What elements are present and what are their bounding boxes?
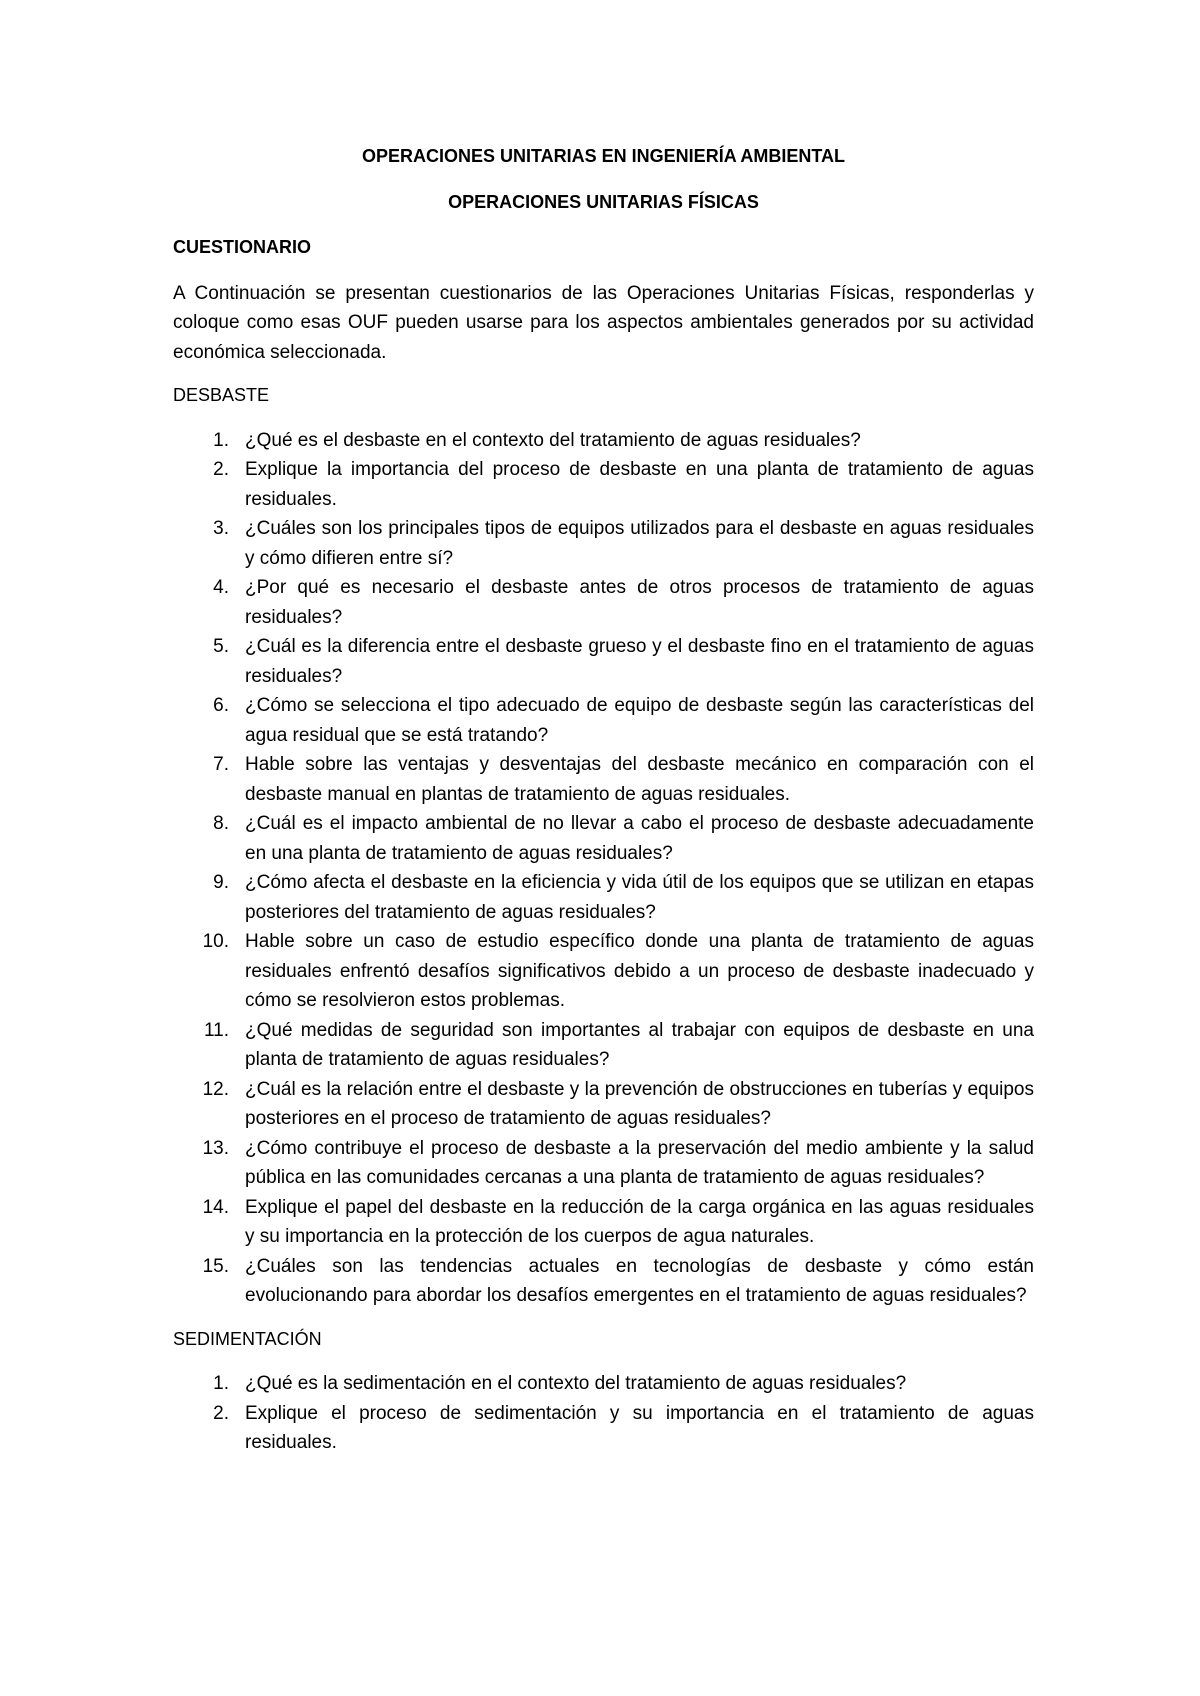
question-number: 2. <box>213 1402 229 1424</box>
question-item <box>173 809 1034 868</box>
question-text: ¿Cómo se selecciona el tipo adecuado de equipo de desbaste según las características del agua residual que se está tratando? <box>245 695 1034 746</box>
question-text: Explique el papel del desbaste en la reducción de la carga orgánica en las aguas residuales y su importancia en la protección de los cuerpos de agua naturales. <box>245 1196 1034 1247</box>
question-text: ¿Cómo contribuye el proceso de desbaste a la preservación del medio ambiente y la salud pública en las comunidades cercanas a una planta de tratamiento de aguas residuales? <box>245 1137 1034 1188</box>
question-text: Explique la importancia del proceso de desbaste en una planta de tratamiento de aguas residuales. <box>245 459 1034 510</box>
question-number: 3. <box>213 518 229 539</box>
question-number: 15. <box>202 1255 229 1277</box>
question-item <box>173 1134 1034 1193</box>
question-number: 5. <box>213 636 229 657</box>
question-text: Hable sobre las ventajas y desventajas del desbaste mecánico en comparación con el desbaste manual en plantas de tratamiento de aguas residuales. <box>245 754 1034 805</box>
question-number: 13. <box>202 1137 229 1159</box>
question-number: 4. <box>213 577 229 598</box>
section-heading: SEDIMENTACIÓN <box>173 1328 322 1349</box>
question-text: ¿Qué medidas de seguridad son importantes al trabajar con equipos de desbaste en una planta de tratamiento de aguas residuales? <box>245 1019 1034 1070</box>
question-list <box>173 426 1034 1311</box>
question-item <box>173 1193 1034 1252</box>
question-text: ¿Cuáles son los principales tipos de equipos utilizados para el desbaste en aguas residuales y cómo difieren entre sí? <box>245 518 1034 569</box>
question-text: ¿Qué es la sedimentación en el contexto del tratamiento de aguas residuales? <box>245 1373 907 1394</box>
question-number: 7. <box>213 754 229 775</box>
question-number: 11. <box>203 1019 229 1041</box>
question-item <box>173 1075 1034 1134</box>
question-list <box>173 1369 1034 1458</box>
question-item <box>173 691 1034 750</box>
question-item <box>173 573 1034 632</box>
question-text: ¿Qué es el desbaste en el contexto del tratamiento de aguas residuales? <box>245 429 861 451</box>
question-text: ¿Cuál es la diferencia entre el desbaste grueso y el desbaste fino en el tratamiento de aguas residuales? <box>245 636 1034 687</box>
question-text: ¿Cuál es la relación entre el desbaste y la prevención de obstrucciones en tuberías y equipos posteriores en el proceso de tratamiento de aguas residuales? <box>245 1078 1034 1129</box>
question-number: 9. <box>213 872 229 893</box>
question-item <box>173 1399 1034 1458</box>
intro-paragraph: A Continuación se presentan cuestionarios de las Operaciones Unitarias Físicas, responderlas y coloque como esas OUF pueden usarse para los aspectos ambientales generados por su actividad económica seleccionada. <box>173 282 1034 363</box>
question-item <box>173 426 1034 456</box>
question-text: ¿Cuál es el impacto ambiental de no llevar a cabo el proceso de desbaste adecuadamente en una planta de tratamiento de aguas residuales? <box>245 813 1034 864</box>
document-subtitle: OPERACIONES UNITARIAS FÍSICAS <box>448 191 759 212</box>
question-text: ¿Cuáles son las tendencias actuales en tecnologías de desbaste y cómo están evolucionando para abordar los desafíos emergentes en el tratamiento de aguas residuales? <box>245 1255 1034 1306</box>
question-text: ¿Cómo afecta el desbaste en la eficiencia y vida útil de los equipos que se utilizan en etapas posteriores del tratamiento de aguas residuales? <box>245 872 1034 923</box>
question-text: Hable sobre un caso de estudio específico donde una planta de tratamiento de aguas residuales enfrentó desafíos significativos debido a un proceso de desbaste inadecuado y cómo se resolvieron estos problemas. <box>245 931 1034 1011</box>
question-text: Explique el proceso de sedimentación y su importancia en el tratamiento de aguas residuales. <box>245 1402 1034 1453</box>
question-item <box>173 927 1034 1016</box>
question-item <box>173 868 1034 927</box>
question-number: 1. <box>213 429 229 451</box>
question-item <box>173 1252 1034 1311</box>
section-heading: DESBASTE <box>173 385 270 405</box>
document-title: OPERACIONES UNITARIAS EN INGENIERÍA AMBIENTAL <box>361 146 846 166</box>
question-item <box>173 1369 1034 1399</box>
document-page <box>173 142 1034 1472</box>
questionnaire-label: CUESTIONARIO <box>173 237 312 257</box>
question-number: 1. <box>213 1373 229 1394</box>
question-number: 12. <box>202 1078 229 1100</box>
question-number: 2. <box>213 459 229 480</box>
question-item <box>173 632 1034 691</box>
question-number: 8. <box>213 813 229 834</box>
question-number: 14. <box>202 1196 229 1218</box>
question-item <box>173 1016 1034 1075</box>
sections-container <box>173 381 1034 1458</box>
question-item <box>173 514 1034 573</box>
question-item <box>173 455 1034 514</box>
question-number: 6. <box>213 695 229 716</box>
question-number: 10. <box>202 931 229 952</box>
question-item <box>173 750 1034 809</box>
question-text: ¿Por qué es necesario el desbaste antes de otros procesos de tratamiento de aguas residuales? <box>245 577 1034 628</box>
